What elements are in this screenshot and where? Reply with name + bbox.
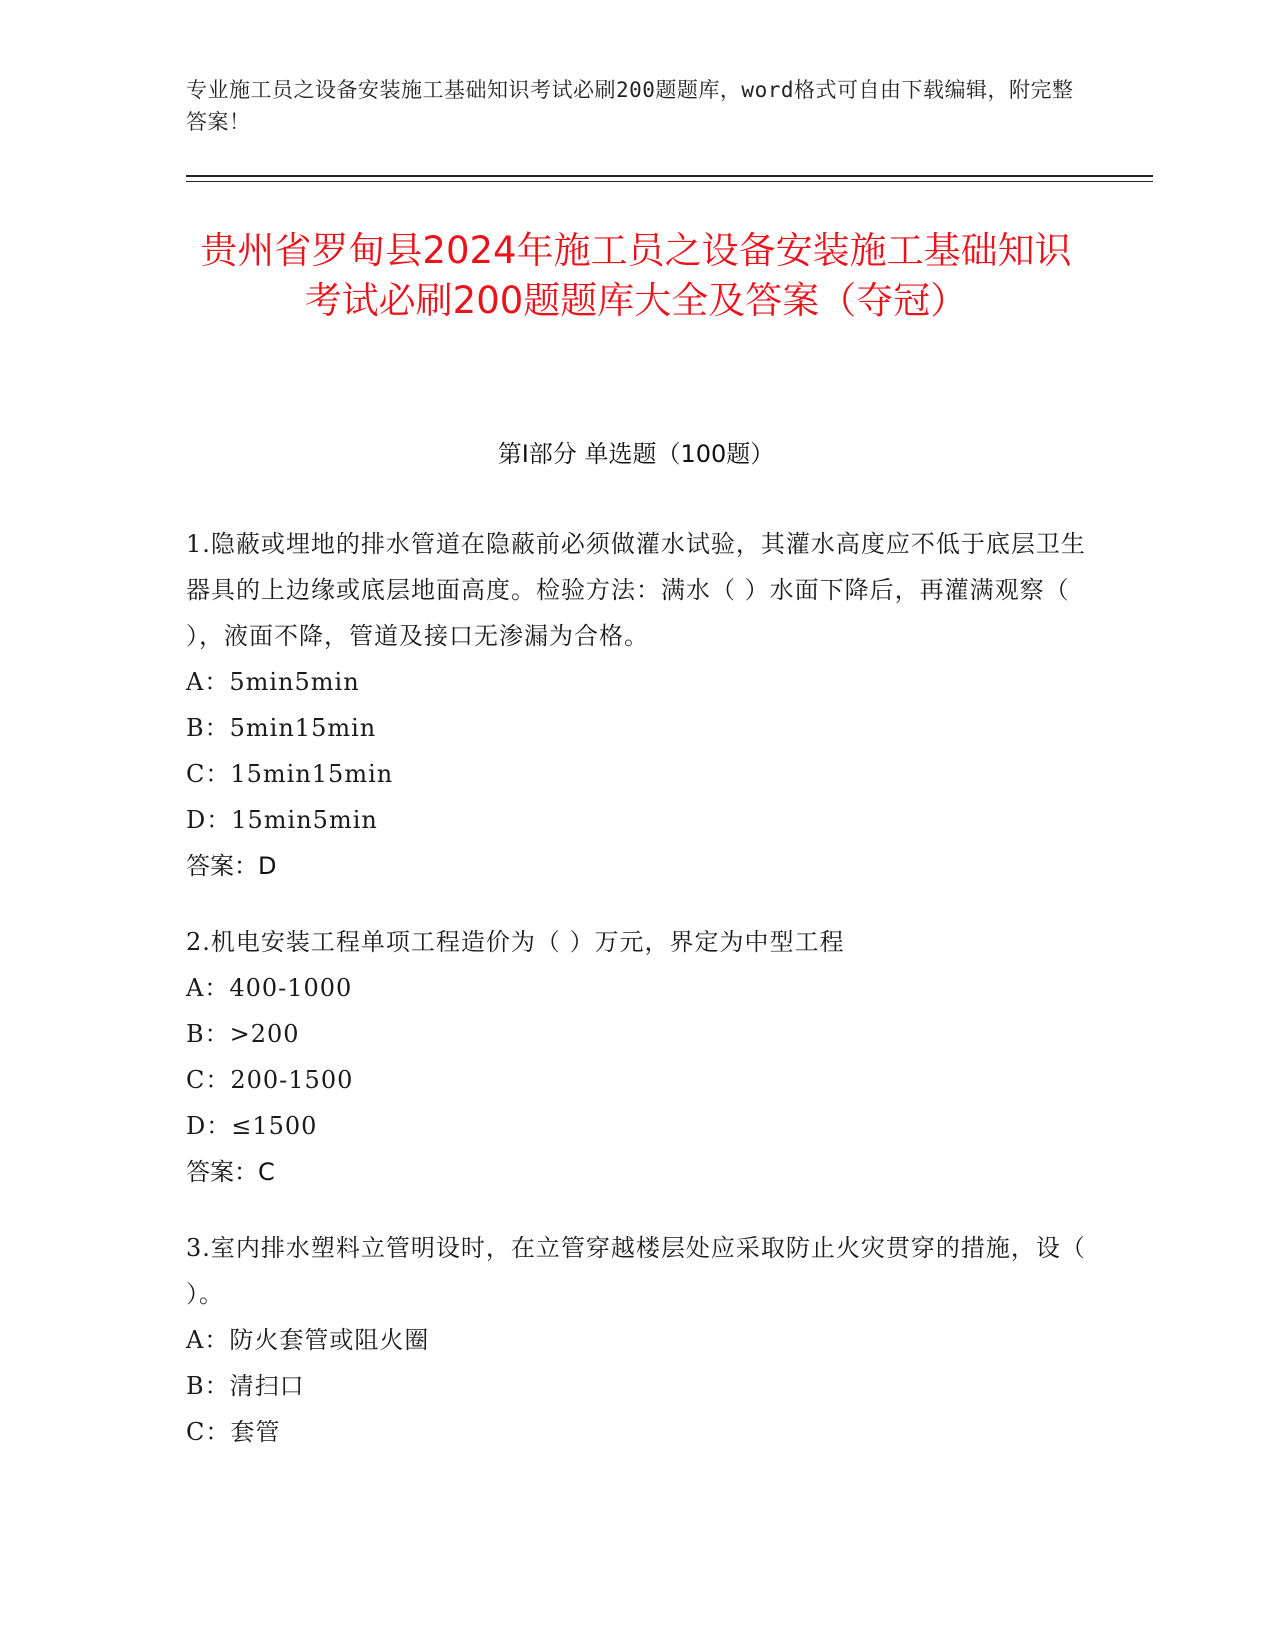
option-b: B：>200 bbox=[186, 1020, 300, 1048]
section-title: 第I部分 单选题（100题） bbox=[497, 440, 775, 468]
answer: 答案：D bbox=[186, 852, 277, 880]
option-c: C：15min15min bbox=[186, 760, 394, 788]
option-c: C：套管 bbox=[186, 1418, 281, 1446]
question-stem: 2.机电安装工程单项工程造价为（ ）万元，界定为中型工程 bbox=[186, 928, 845, 956]
option-a: A：防火套管或阻火圈 bbox=[186, 1326, 430, 1354]
question-stem: 1.隐蔽或埋地的排水管道在隐蔽前必须做灌水试验，其灌水高度应不低于底层卫生器具的上边缘或底层地面高度。检验方法：满水（ ）水面下降后，再灌满观察（ ），液面不降，管道及接口无渗漏为合格。 bbox=[186, 530, 1086, 650]
header-divider-thin bbox=[186, 181, 1153, 182]
question-item bbox=[186, 1225, 1086, 1455]
document-title: 贵州省罗甸县2024年施工员之设备安装施工基础知识考试必刷200题题库大全及答案（夺冠） bbox=[200, 229, 1072, 322]
option-d: D：≤1500 bbox=[186, 1112, 318, 1140]
option-b: B：清扫口 bbox=[186, 1372, 305, 1400]
question-item bbox=[186, 521, 1086, 889]
header-divider bbox=[186, 175, 1153, 177]
question-list bbox=[186, 521, 1086, 1485]
option-a: A：400-1000 bbox=[186, 974, 353, 1002]
question-stem: 3.室内排水塑料立管明设时，在立管穿越楼层处应采取防止火灾贯穿的措施，设（ ）。 bbox=[186, 1234, 1086, 1308]
header-note: 专业施工员之设备安装施工基础知识考试必刷200题题库，word格式可自由下载编辑，附完整答案！ bbox=[186, 78, 1074, 134]
option-a: A：5min5min bbox=[186, 668, 360, 696]
option-d: D：15min5min bbox=[186, 806, 378, 834]
option-c: C：200-1500 bbox=[186, 1066, 354, 1094]
option-b: B：5min15min bbox=[186, 714, 377, 742]
question-item bbox=[186, 919, 1086, 1195]
answer: 答案：C bbox=[186, 1158, 275, 1186]
